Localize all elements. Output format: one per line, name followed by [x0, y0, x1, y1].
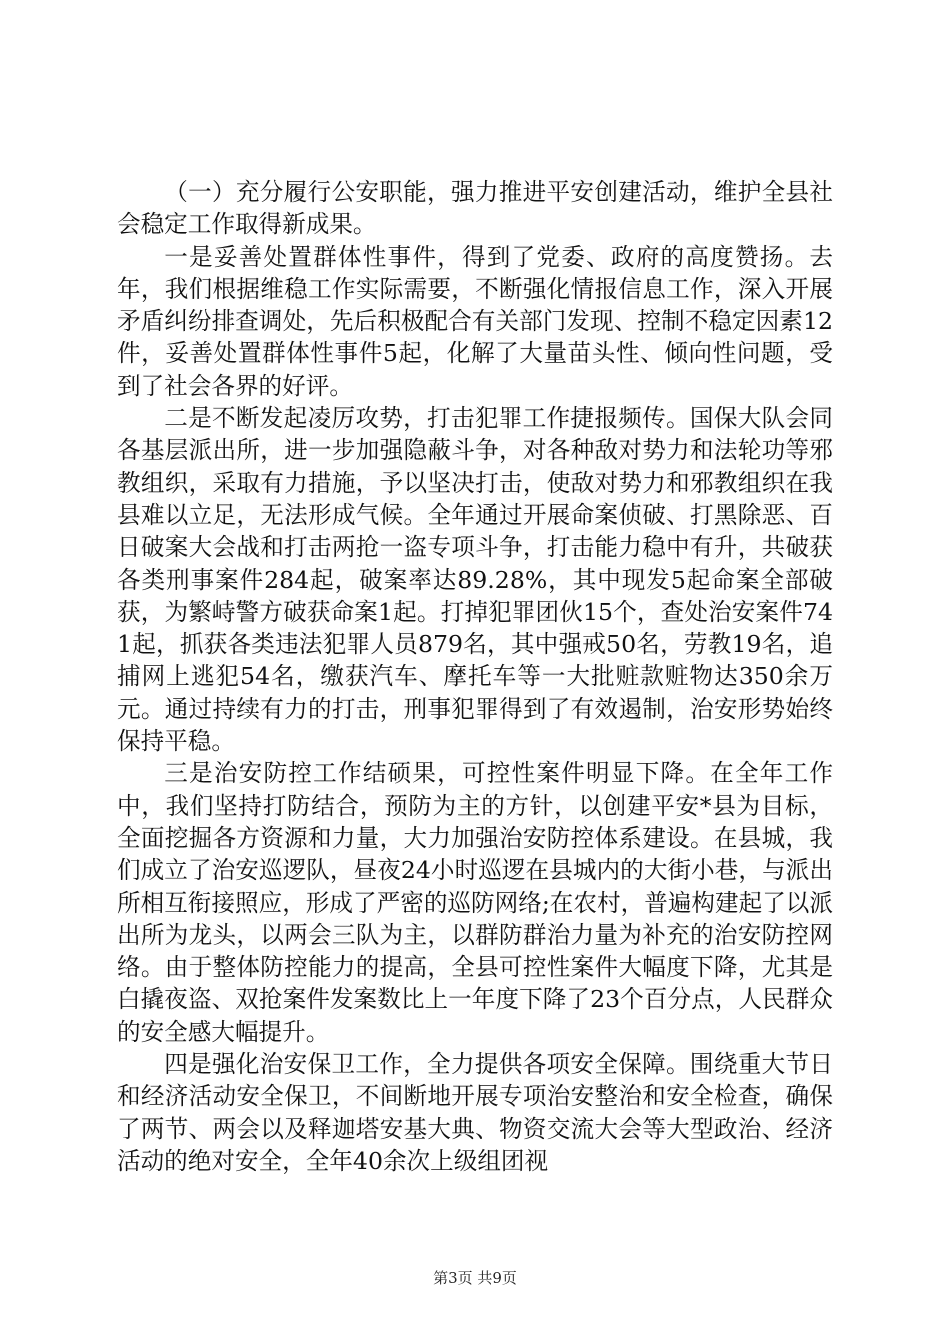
page-number: 第3页 共9页: [433, 1269, 517, 1287]
document-body: [117, 176, 833, 1177]
paragraph-3: 三是治安防控工作结硕果，可控性案件明显下降。在全年工作中，我们坚持打防结合，预防为主的方针，以创建平安*县为目标，全面挖掘各方资源和力量，大力加强治安防控体系建设。在县城，我们成立了治安巡逻队，昼夜24小时巡逻在县城内的大街小巷，与派出所相互衔接照应，形成了严密的巡防网络;在农村，普遍构建起了以派出所为龙头，以两会三队为主，以群防群治力量为补充的治安防控网络。由于整体防控能力的提高，全县可控性案件大幅度下降，尤其是白撬夜盗、双抢案件发案数比上一年度下降了23个百分点，人民群众的安全感大幅提升。: [117, 759, 833, 1046]
paragraph-4: 四是强化治安保卫工作，全力提供各项安全保障。围绕重大节日和经济活动安全保卫，不间断地开展专项治安整治和安全检查，确保了两节、两会以及释迦塔安基大典、物资交流大会等大型政治、经济活动的绝对安全，全年40余次上级组团视: [117, 1050, 833, 1175]
paragraph-2: 二是不断发起凌厉攻势，打击犯罪工作捷报频传。国保大队会同各基层派出所，进一步加强隐蔽斗争，对各种敌对势力和法轮功等邪教组织，采取有力措施，予以坚决打击，使敌对势力和邪教组织在我县难以立足，无法形成气候。全年通过开展命案侦破、打黑除恶、百日破案大会战和打击两抢一盗专项斗争，打击能力稳中有升，共破获各类刑事案件284起，破案率达89.28%，其中现发5起命案全部破获，为繁峙警方破获命案1起。打掉犯罪团伙15个，查处治安案件741起，抓获各类违法犯罪人员879名，其中强戒50名，劳教19名，追捕网上逃犯54名，缴获汽车、摩托车等一大批赃款赃物达350余万元。通过持续有力的打击，刑事犯罪得到了有效遏制，治安形势始终保持平稳。: [117, 404, 833, 756]
paragraph-1: 一是妥善处置群体性事件，得到了党委、政府的高度赞扬。去年，我们根据维稳工作实际需要，不断强化情报信息工作，深入开展矛盾纠纷排查调处，先后积极配合有关部门发现、控制不稳定因素12件，妥善处置群体性事件5起，化解了大量苗头性、倾向性问题，受到了社会各界的好评。: [117, 242, 833, 400]
paragraph-heading: （一）充分履行公安职能，强力推进平安创建活动，维护全县社会稳定工作取得新成果。: [117, 178, 833, 239]
page-footer: [0, 1268, 950, 1288]
